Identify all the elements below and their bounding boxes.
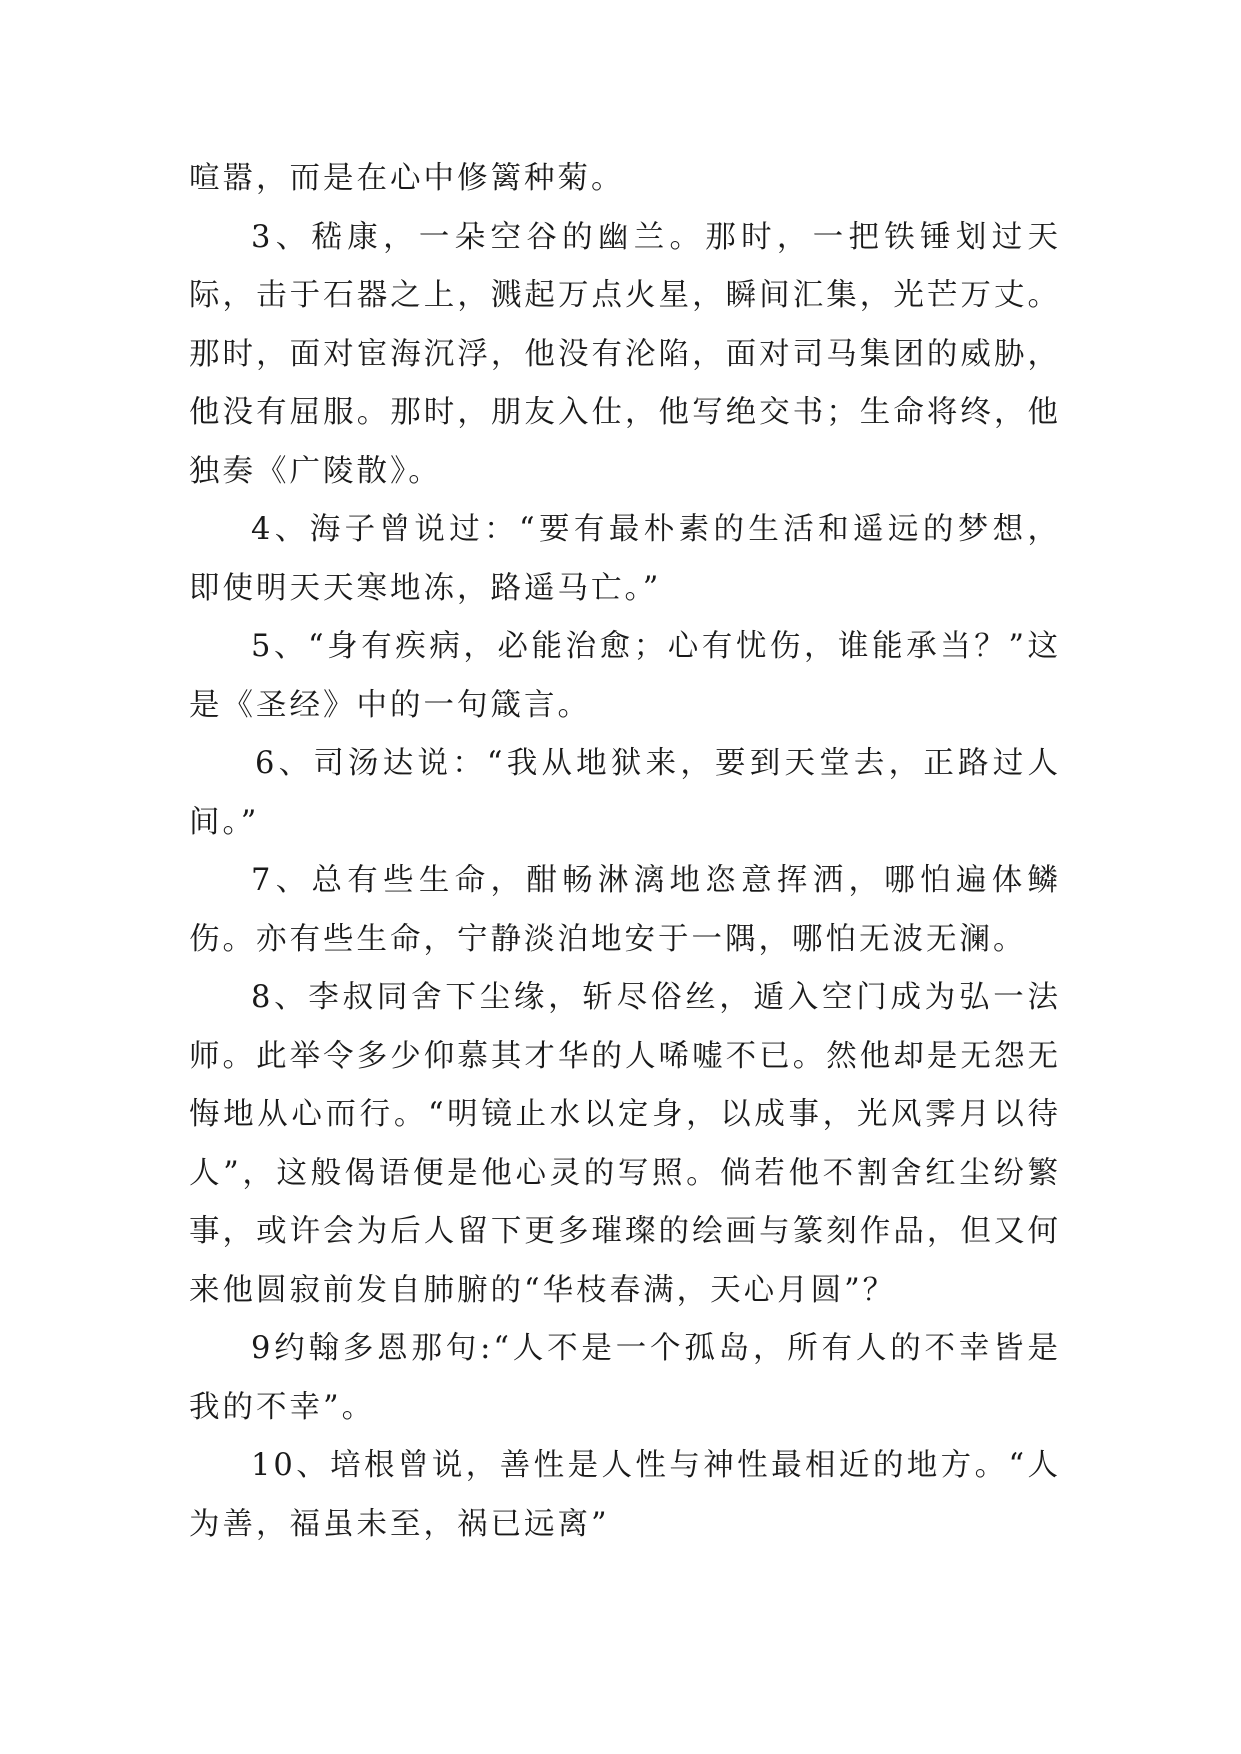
- paragraph-10: 10、培根曾说，善性是人性与神性最相近的地方。“人为善，福虽未至，祸已远离”: [189, 1448, 1061, 1542]
- paragraph-4: 4、海子曾说过：“要有最朴素的生活和遥远的梦想，即使明天天寒地冻，路遥马亡。”: [189, 512, 1061, 606]
- document-body: [189, 150, 1061, 1554]
- paragraph-7: 7、总有些生命，酣畅淋漓地恣意挥洒，哪怕遍体鳞伤。亦有些生命，宁静淡泊地安于一隅，哪怕无波无澜。: [189, 863, 1061, 957]
- paragraph-8: 8、李叔同舍下尘缘，斩尽俗丝，遁入空门成为弘一法师。此举令多少仰慕其才华的人唏嘘不已。然他却是无怨无悔地从心而行。“明镜止水以定身，以成事，光风霁月以待人”，这般偈语便是他心灵的写照。倘若他不割舍红尘纷繁事，或许会为后人留下更多璀璨的绘画与篆刻作品，但又何来他圆寂前发自肺腑的“华枝春满，天心月圆”？: [189, 980, 1061, 1308]
- paragraph-5: 5、“身有疾病，必能治愈；心有忧伤，谁能承当？”这是《圣经》中的一句箴言。: [189, 629, 1061, 723]
- paragraph-3: 3、嵇康，一朵空谷的幽兰。那时，一把铁锤划过天际，击于石器之上，溅起万点火星，瞬间汇集，光芒万丈。那时，面对宦海沉浮，他没有沦陷，面对司马集团的威胁，他没有屈服。那时，朋友入仕，他写绝交书；生命将终，他独奏《广陵散》。: [189, 219, 1061, 489]
- paragraph-9: 9约翰多恩那句:“人不是一个孤岛，所有人的不幸皆是我的不幸”。: [189, 1331, 1061, 1425]
- paragraph-continuation: 喧嚣，而是在心中修篱种菊。: [189, 161, 625, 196]
- paragraph-6: 6、司汤达说：“我从地狱来，要到天堂去，正路过人间。”: [189, 746, 1061, 840]
